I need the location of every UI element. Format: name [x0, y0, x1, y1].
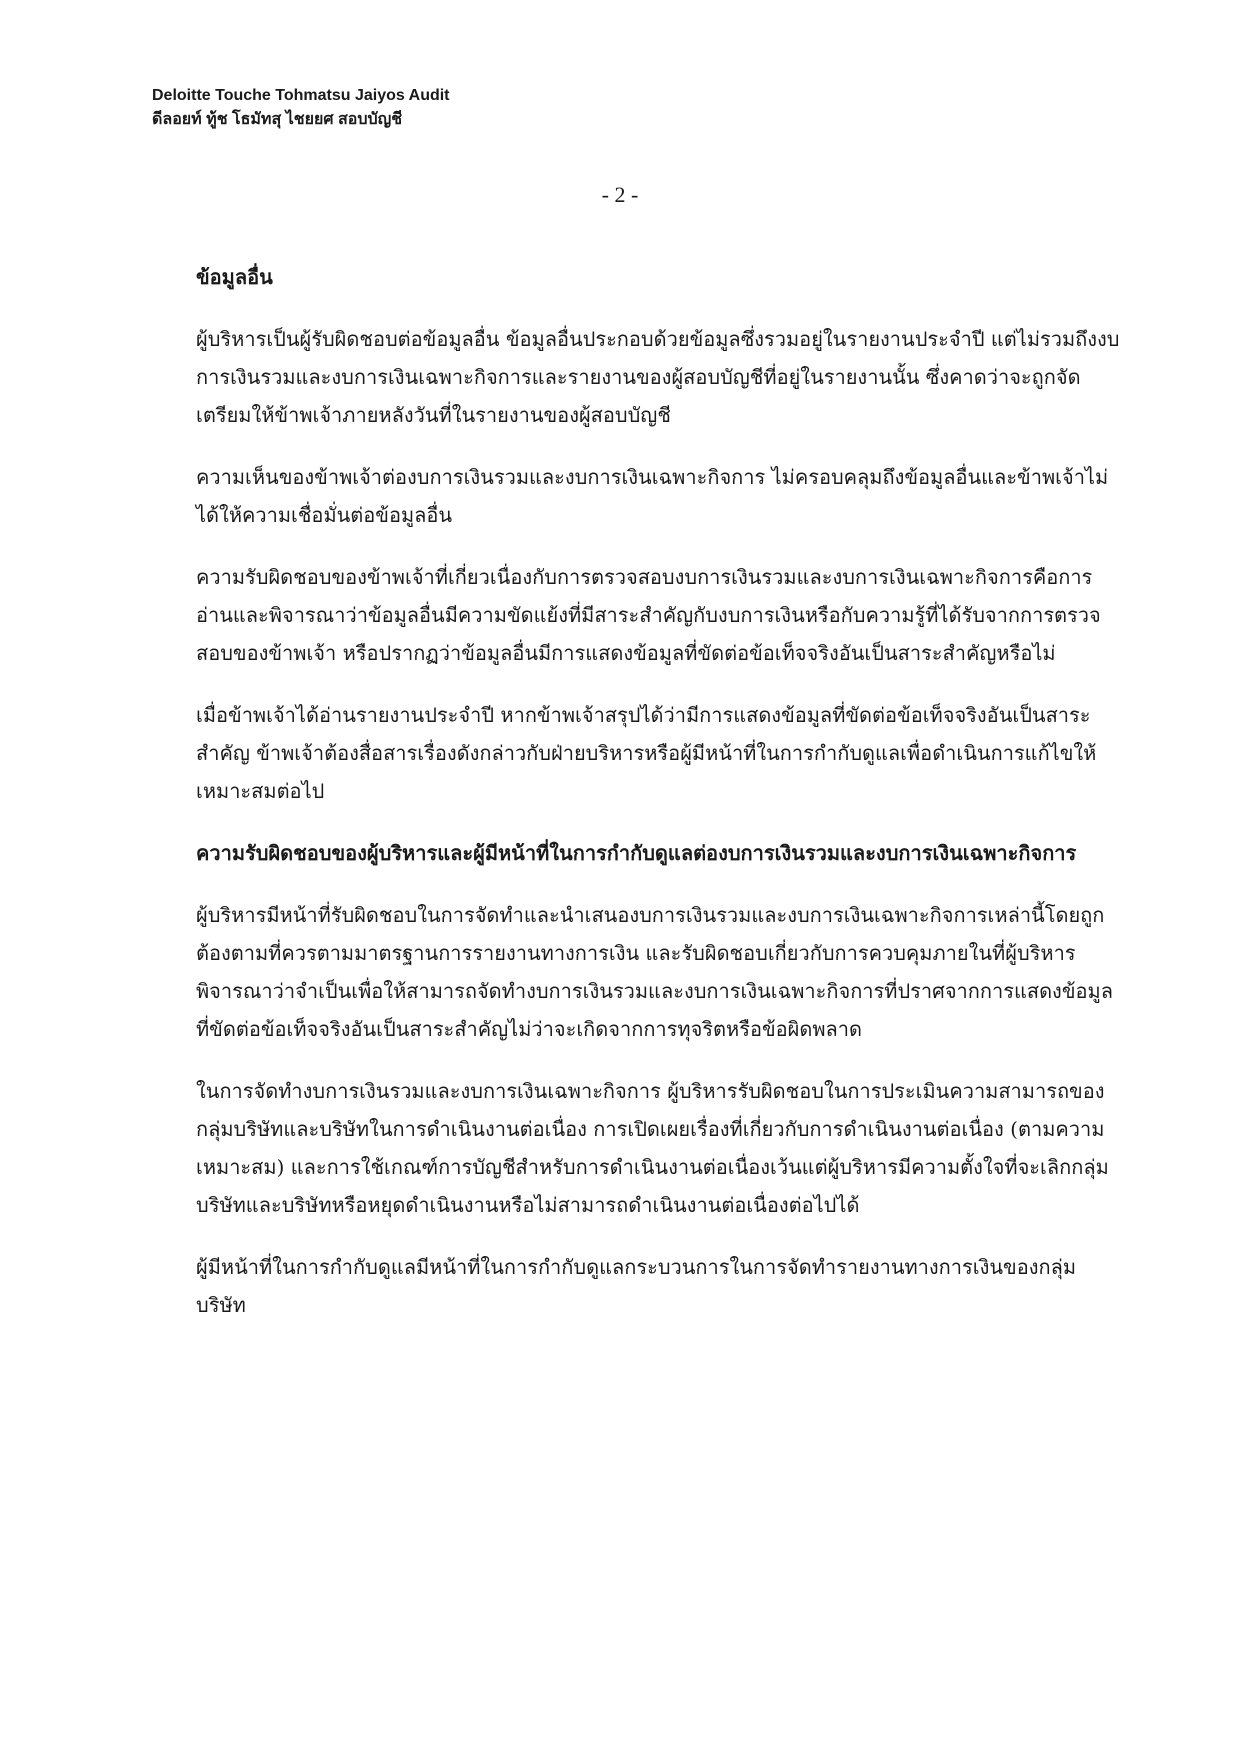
firm-name-english: Deloitte Touche Tohmatsu Jaiyos Audit	[152, 87, 450, 104]
responsibilities-paragraph-1: ผู้บริหารมีหน้าที่รับผิดชอบในการจัดทำและนำเสนองบการเงินรวมและงบการเงินเฉพาะกิจการเหล่านี้โดยถูกต้องตามที่ควรตามมาตรฐานการรายงานทางการเงิน และรับผิดชอบเกี่ยวกับการควบคุมภายในที่ผู้บริหารพิจารณาว่าจำเป็นเพื่อให้สามารถจัดทำงบการเงินรวมและงบการเงินเฉพาะกิจการที่ปราศจากการแสดงข้อมูลที่ขัดต่อข้อเท็จจริงอันเป็นสาระสำคัญไม่ว่าจะเกิดจากการทุจริตหรือข้อผิดพลาด	[196, 903, 1113, 1041]
page-number: - 2 -	[601, 182, 639, 207]
other-information-paragraph-3: ความรับผิดชอบของข้าพเจ้าที่เกี่ยวเนื่องกับการตรวจสอบงบการเงินรวมและงบการเงินเฉพาะกิจการคือการอ่านและพิจารณาว่าข้อมูลอื่นมีความขัดแย้งที่มีสาระสำคัญกับงบการเงินหรือกับความรู้ที่ได้รับจากการตรวจสอบของข้าพเจ้า หรือปรากฏว่าข้อมูลอื่นมีการแสดงข้อมูลที่ขัดต่อข้อเท็จจริงอันเป็นสาระสำคัญหรือไม่	[196, 565, 1101, 665]
other-information-paragraph-4: เมื่อข้าพเจ้าได้อ่านรายงานประจำปี หากข้าพเจ้าสรุปได้ว่ามีการแสดงข้อมูลที่ขัดต่อข้อเท็จจริงอันเป็นสาระสำคัญ ข้าพเจ้าต้องสื่อสารเรื่องดังกล่าวกับฝ่ายบริหารหรือผู้มีหน้าที่ในการกำกับดูแลเพื่อดำเนินการแก้ไขให้เหมาะสมต่อไป	[196, 703, 1097, 803]
other-information-heading: ข้อมูลอื่น	[196, 265, 273, 289]
responsibilities-heading: ความรับผิดชอบของผู้บริหารและผู้มีหน้าที่ในการกำกับดูแลต่องบการเงินรวมและงบการเงินเฉพาะกิจการ	[196, 841, 1077, 865]
responsibilities-paragraph-3: ผู้มีหน้าที่ในการกำกับดูแลมีหน้าที่ในการกำกับดูแลกระบวนการในการจัดทำรายงานทางการเงินของกลุ่มบริษัท	[196, 1255, 1077, 1317]
other-information-paragraph-2: ความเห็นของข้าพเจ้าต่องบการเงินรวมและงบการเงินเฉพาะกิจการ ไม่ครอบคลุมถึงข้อมูลอื่นและข้าพเจ้าไม่ได้ให้ความเชื่อมั่นต่อข้อมูลอื่น	[196, 465, 1109, 527]
report-body	[196, 258, 1120, 1324]
firm-name-thai: ดีลอยท์ ทู้ช โธมัทสุ ไชยยศ สอบบัญชี	[152, 111, 403, 128]
other-information-paragraph-1: ผู้บริหารเป็นผู้รับผิดชอบต่อข้อมูลอื่น ข้อมูลอื่นประกอบด้วยข้อมูลซึ่งรวมอยู่ในรายงานประจำปี แต่ไม่รวมถึงงบการเงินรวมและงบการเงินเฉพาะกิจการและรายงานของผู้สอบบัญชีที่อยู่ในรายงานนั้น ซึ่งคาดว่าจะถูกจัดเตรียมให้ข้าพเจ้าภายหลังวันที่ในรายงานของผู้สอบบัญชี	[196, 327, 1120, 427]
responsibilities-paragraph-2: ในการจัดทำงบการเงินรวมและงบการเงินเฉพาะกิจการ ผู้บริหารรับผิดชอบในการประเมินความสามารถของกลุ่มบริษัทและบริษัทในการดำเนินงานต่อเนื่อง การเปิดเผยเรื่องที่เกี่ยวกับการดำเนินงานต่อเนื่อง (ตามความเหมาะสม) และการใช้เกณฑ์การบัญชีสำหรับการดำเนินงานต่อเนื่องเว้นแต่ผู้บริหารมีความตั้งใจที่จะเลิกกลุ่มบริษัทและบริษัทหรือหยุดดำเนินงานหรือไม่สามารถดำเนินงานต่อเนื่องต่อไปได้	[196, 1079, 1109, 1217]
firm-header	[152, 84, 450, 132]
